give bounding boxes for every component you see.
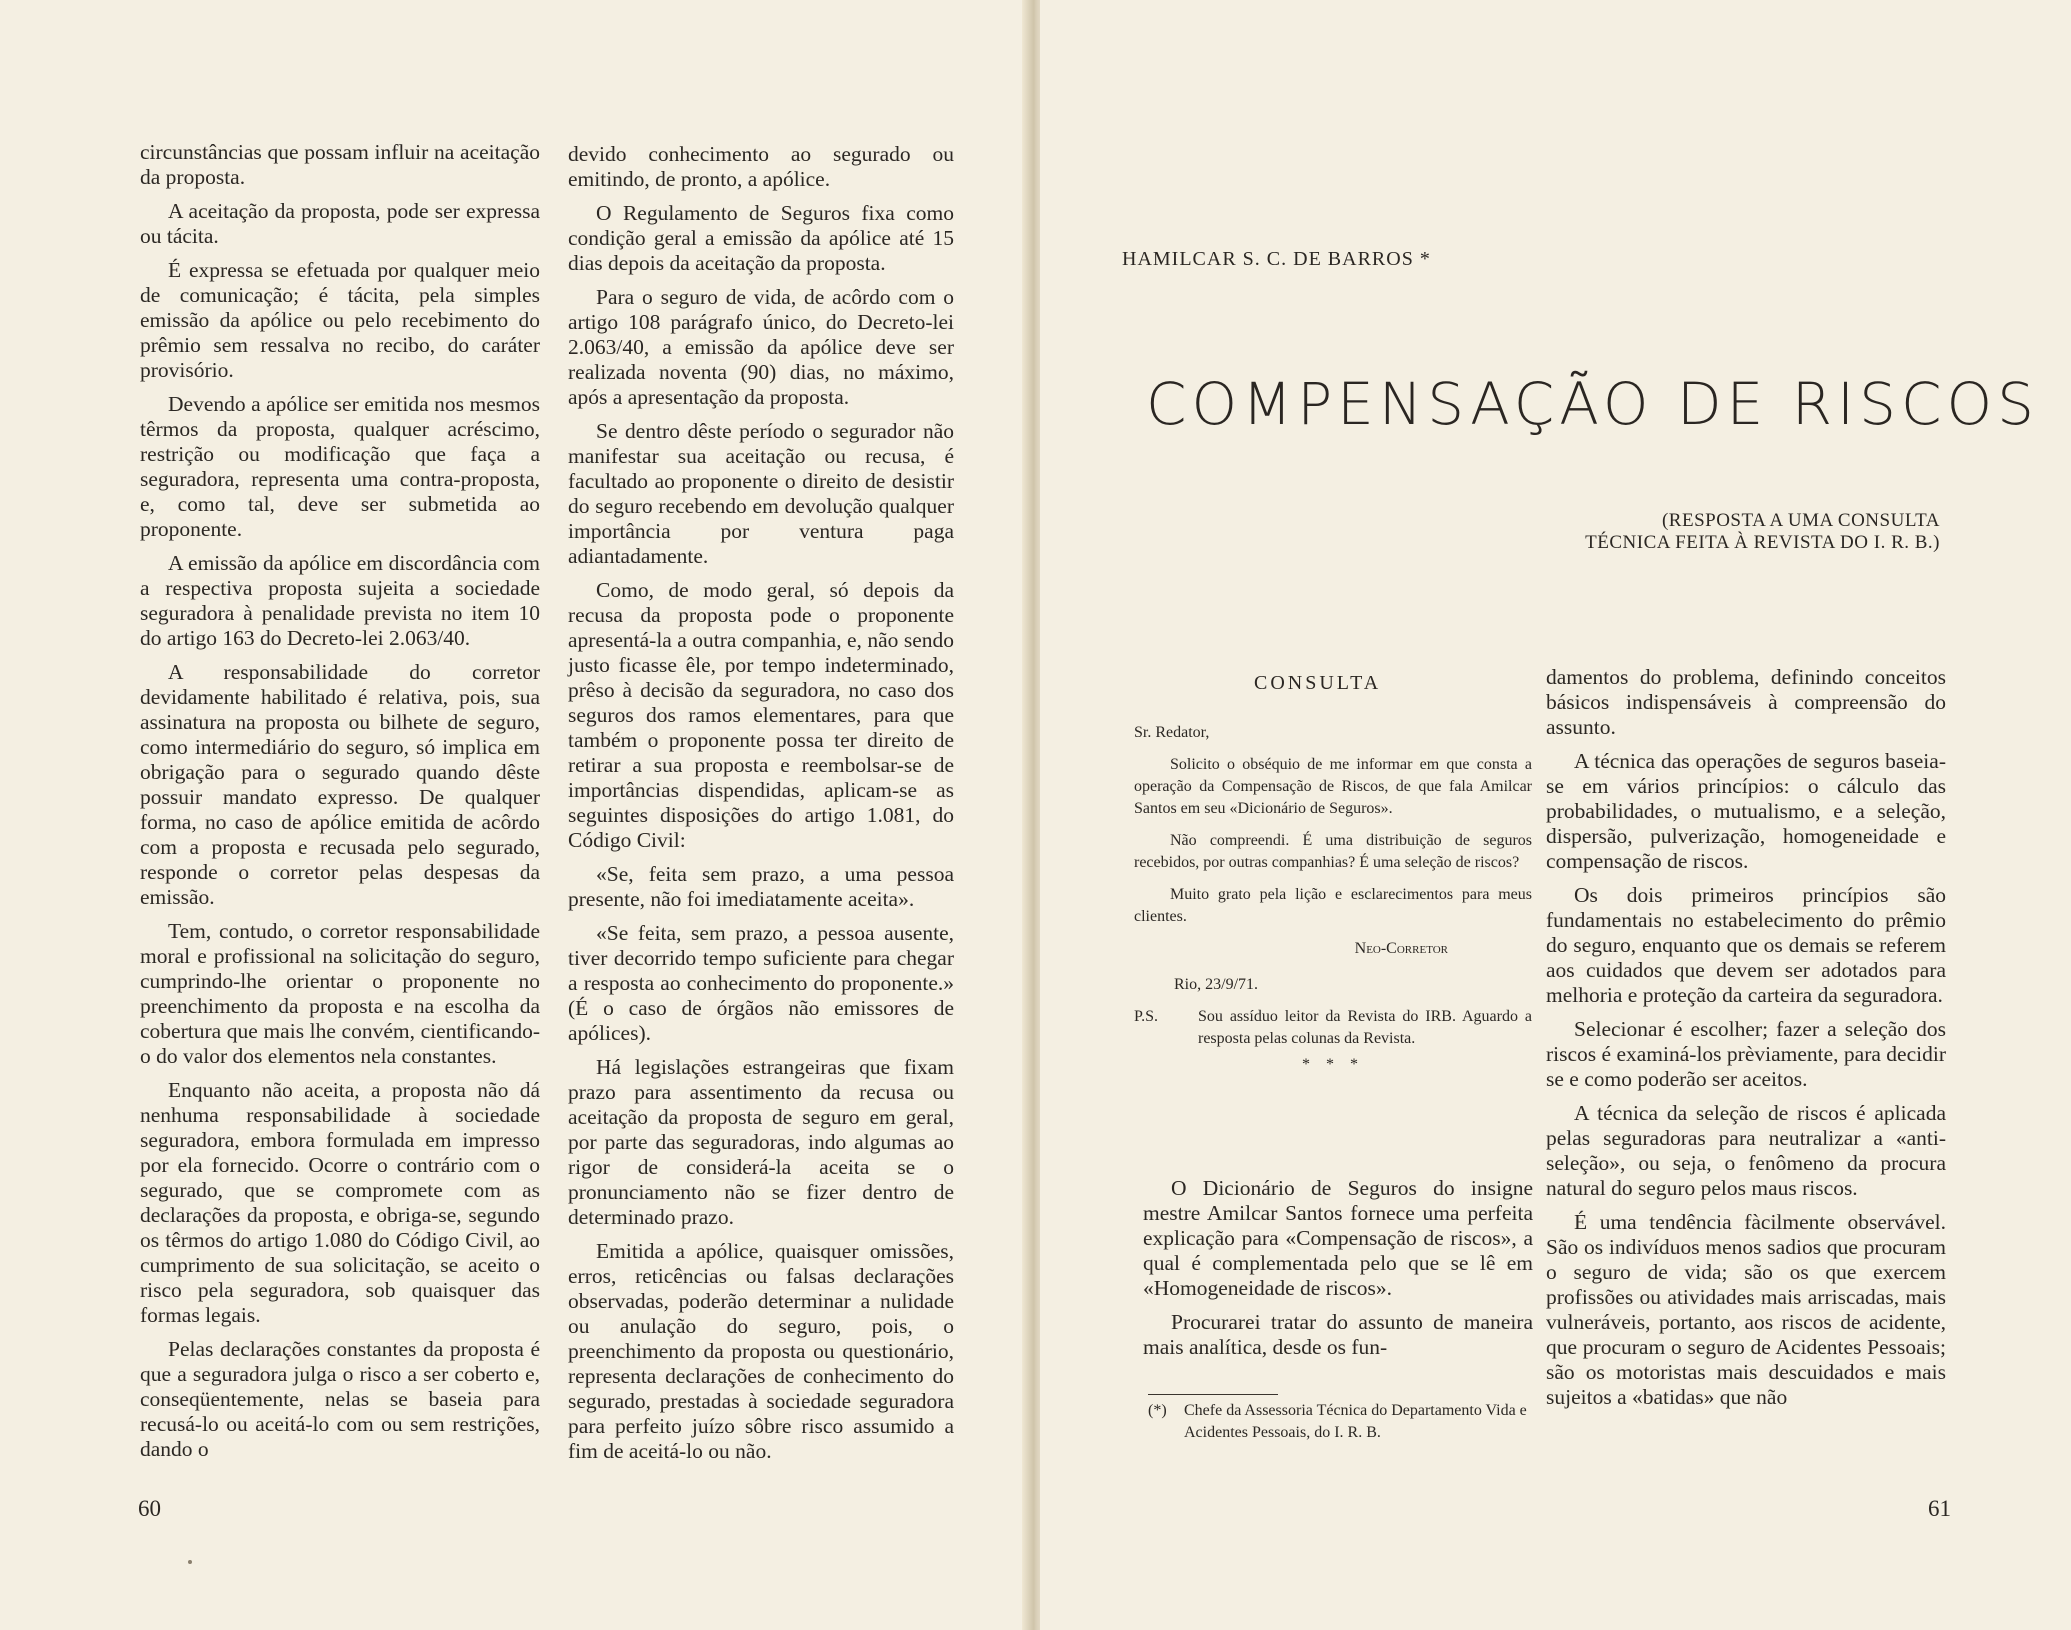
page-number: 60 [138, 1496, 161, 1521]
letter-signature: Neo-Corretor [1354, 940, 1448, 957]
footnote-rule [1148, 1394, 1278, 1395]
letter-paragraph: Solicito o obséquio de me informar em que consta a operação da Compensação de Riscos, de que fala Amilcar Santos em seu «Dicionário de Seguros». [1134, 756, 1532, 817]
ink-speck [188, 1560, 192, 1564]
paragraph: É expressa se efetuada por qualquer meio de comunicação; é tácita, pela simples emissão da apólice ou pelo recebimento do prêmio sem ressalva no recibo, do caráter provisório. [140, 258, 540, 382]
postscript-text: Sou assíduo leitor da Revista do IRB. Aguardo a resposta pelas colunas da Revista. [1198, 1008, 1532, 1047]
paragraph: Emitida a apólice, quaisquer omissões, erros, reticências ou falsas declarações observadas, poderão determinar a nulidade ou anulação do seguro, pois, o preenchimento da proposta ou questionário, representa declarações de conhecimento do segurado, prestadas à sociedade seguradora para perfeito juízo sôbre risco assumido a fim de aceitá-lo ou não. [568, 1239, 954, 1463]
paragraph: devido conhecimento ao segurado ou emitindo, de pronto, a apólice. [568, 142, 954, 191]
paragraph: circunstâncias que possam influir na aceitação da proposta. [140, 140, 540, 189]
consulta-letter [1134, 722, 1532, 1076]
paragraph: A técnica da seleção de riscos é aplicada pelas seguradoras para neutralizar a «anti-seleção», ou seja, o fenômeno da procura natural do seguro pelos maus riscos. [1546, 1101, 1946, 1200]
salutation: Sr. Redator, [1134, 724, 1210, 741]
paragraph: Há legislações estrangeiras que fixam prazo para assentimento da recusa ou aceitação da proposta de seguro em geral, por parte das seguradoras, indo algumas ao rigor de considerá-la aceita se o pronunciamento não se fizer dentro de determinado prazo. [568, 1055, 954, 1229]
left-column-2 [568, 142, 954, 1473]
paragraph: Como, de modo geral, só depois da recusa da proposta pode o proponente apresentá-la a outra companhia, e, não sendo justo ficasse êle, por tempo indeterminado, prêso à decisão da seguradora, no caso dos seguros dos ramos elementares, para que também o proponente possa ter direito de retirar a sua proposta e reembolsar-se de importâncias dispendidas, aplicam-se as seguintes disposições do artigo 1.081, do Código Civil: [568, 578, 954, 852]
paragraph: «Se feita, sem prazo, a pessoa ausente, tiver decorrido tempo suficiente para chegar a resposta ao conhecimento do proponente.» (É o caso de órgãos não emissores de apólices). [568, 921, 954, 1045]
footnote-mark: (*) [1148, 1402, 1167, 1419]
paragraph: O Regulamento de Seguros fixa como condição geral a emissão da apólice até 15 dias depois da aceitação da proposta. [568, 201, 954, 275]
paragraph: Procurarei tratar do assunto de maneira mais analítica, desde os fun- [1143, 1310, 1533, 1359]
paragraph: Enquanto não aceita, a proposta não dá nenhuma responsabilidade à sociedade seguradora, embora formulada em impresso por ela fornecido. Ocorre o contrário com o segurado, que se compromete com as declarações da proposta, e obriga-se, segundo os têrmos do artigo 1.080 do Código Civil, ao cumprimento de sua solicitação, se aceito o risco pela seguradora, sob quaisquer das formas legais. [140, 1078, 540, 1327]
letter-date: Rio, 23/9/71. [1174, 976, 1259, 993]
postscript-label: P.S. [1134, 1008, 1159, 1025]
postscript [1134, 1006, 1532, 1050]
paragraph: Tem, contudo, o corretor responsabilidade moral e profissional na solicitação do seguro, cumprindo-lhe orientar o proponente no preenchimento da proposta e na escolha da cobertura que mais lhe convém, cientificando-o do valor dos elementos nela constantes. [140, 919, 540, 1068]
article-title: COMPENSAÇÃO DE RISCOS [1146, 370, 2039, 438]
paragraph: Os dois primeiros princípios são fundamentais no estabelecimento do prêmio do seguro, enquanto que os demais se referem aos cuidados que devem ser adotados para melhoria e proteção da carteira da seguradora. [1546, 883, 1946, 1007]
paragraph: Pelas declarações constantes da proposta é que a seguradora julga o risco a ser coberto e, conseqüentemente, nelas se baseia para recusá-lo ou aceitá-lo com ou sem restrições, dando o [140, 1337, 540, 1461]
letter-paragraph: Não compreendi. É uma distribuição de seguros recebidos, por outras companhias? É uma seleção de riscos? [1134, 832, 1532, 871]
page-number: 61 [1928, 1496, 1951, 1521]
consulta-heading: CONSULTA [1254, 672, 1382, 694]
paragraph: «Se, feita sem prazo, a uma pessoa presente, não foi imediatamente aceita». [568, 862, 954, 911]
paragraph: A emissão da apólice em discordância com a respectiva proposta sujeita a sociedade seguradora à penalidade prevista no item 10 do artigo 163 do Decreto-lei 2.063/40. [140, 551, 540, 650]
left-page [0, 0, 1028, 1630]
paragraph: A aceitação da proposta, pode ser expressa ou tácita. [140, 199, 540, 248]
article-subtitle: (RESPOSTA A UMA CONSULTA TÉCNICA FEITA À REVISTA DO I. R. B.) [1585, 510, 1940, 553]
footnote [1148, 1400, 1536, 1444]
footnote-text: Chefe da Assessoria Técnica do Departamento Vida e Acidentes Pessoais, do I. R. B. [1184, 1402, 1527, 1441]
paragraph: A técnica das operações de seguros baseia-se em vários princípios: o cálculo das probabilidades, o mutualismo, e a seleção, dispersão, pulverização, homogeneidade e compensação de riscos. [1546, 749, 1946, 873]
letter-paragraph: Muito grato pela lição e esclarecimentos para meus clientes. [1134, 886, 1532, 925]
paragraph: damentos do problema, definindo conceitos básicos indispensáveis à compreensão do assunto. [1546, 665, 1946, 739]
paragraph: Se dentro dêste período o segurador não manifestar sua aceitação ou recusa, é facultado ao proponente o direito de desistir do seguro recebendo em devolução qualquer importância por ventura paga adiantadamente. [568, 419, 954, 568]
answer-column-left [1143, 1176, 1533, 1369]
paragraph: Devendo a apólice ser emitida nos mesmos têrmos da proposta, qualquer acréscimo, restrição ou modificação que faça a seguradora, representa uma contra-proposta, e, como tal, deve ser submetida ao proponente. [140, 392, 540, 541]
paragraph: O Dicionário de Seguros do insigne mestre Amilcar Santos fornece uma perfeita explicação para «Compensação de riscos», a qual é complementada pelo que se lê em «Homogeneidade de riscos». [1143, 1176, 1533, 1300]
left-column-1 [140, 140, 540, 1471]
section-separator: * * * [1302, 1056, 1364, 1073]
paragraph: A responsabilidade do corretor devidamente habilitado é relativa, pois, sua assinatura na proposta ou bilhete de seguro, como intermediário do seguro, só implica em obrigação para o segurado quando dêste possuir mandato expresso. De qualquer forma, no caso de apólice emitida de acôrdo com a proposta e recusada pelo segurado, responde o corretor pelas despesas da emissão. [140, 660, 540, 909]
author-name: HAMILCAR S. C. DE BARROS * [1122, 248, 1431, 270]
paragraph: É uma tendência fàcilmente observável. São os indivíduos menos sadios que procuram o seguro de vida; são os que exercem profissões ou atividades mais arriscadas, mais vulneráveis, portanto, aos riscos de acidente, que procuram o seguro de Acidentes Pessoais; são os motoristas mais descuidados e mais sujeitos a «batidas» que não [1546, 1210, 1946, 1409]
answer-column-right [1546, 665, 1946, 1419]
paragraph: Selecionar é escolher; fazer a seleção dos riscos é examiná-los prèviamente, para decidir se e como poderão ser aceitos. [1546, 1017, 1946, 1091]
paragraph: Para o seguro de vida, de acôrdo com o artigo 108 parágrafo único, do Decreto-lei 2.063/40, a emissão da apólice deve ser realizada noventa (90) dias, no máximo, após a apresentação da proposta. [568, 285, 954, 409]
